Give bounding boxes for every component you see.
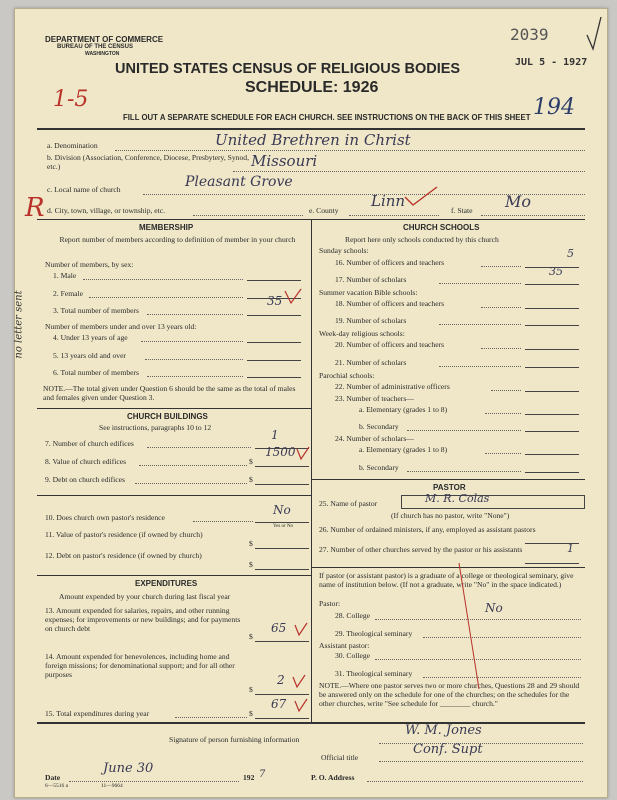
q16-label: 16. Number of officers and teachers xyxy=(335,258,445,267)
schools-sub: Report here only schools conducted by this church xyxy=(345,235,499,244)
pastor-note: NOTE.—Where one pastor serves two or more churches, Questions 28 and 29 should be answered only on the schedule for one of the churches; on the schedules for the other churches, write "See schedule for ________ church." xyxy=(319,681,580,708)
expenditures-sub: Amount expended by your church during last fiscal year xyxy=(59,592,231,601)
official-title-line xyxy=(379,761,583,762)
q6-dots xyxy=(147,376,243,377)
q25-value: M. R. Colas xyxy=(425,492,490,505)
city-label: d. City, town, village, or township, etc. xyxy=(47,206,166,215)
red-tick-icon xyxy=(293,697,309,713)
q11-dollar: $ xyxy=(249,539,253,548)
form-title: UNITED STATES CENSUS OF RELIGIOUS BODIES xyxy=(115,61,461,77)
pastor-rule xyxy=(311,479,585,480)
q23a-dots xyxy=(485,413,521,414)
footer-rule xyxy=(37,722,585,724)
q31-label: 31. Theological seminary xyxy=(335,669,413,678)
q4-dots xyxy=(141,341,243,342)
division-value: Missouri xyxy=(251,152,318,170)
q23a-label: a. Elementary (grades 1 to 8) xyxy=(359,405,448,414)
q10-label: 10. Does church own pastor's residence xyxy=(45,513,165,522)
q21-answer xyxy=(525,358,579,368)
q24a-label: a. Elementary (grades 1 to 8) xyxy=(359,445,448,454)
q6-answer xyxy=(247,368,301,378)
q11-answer xyxy=(255,539,309,549)
q1-answer xyxy=(247,271,301,281)
q22-answer xyxy=(525,382,579,392)
red-tick-icon xyxy=(295,445,311,461)
q21-label: 21. Number of scholars xyxy=(335,358,407,367)
form-number: 6—5516 a xyxy=(45,783,69,789)
handwritten-code-right: 194 xyxy=(533,95,575,120)
buildings-rule xyxy=(37,408,311,409)
state-line xyxy=(481,215,585,216)
q12-label: 12. Debt on pastor's residence (if owned by church) xyxy=(45,551,202,560)
print-number: 11—9664 xyxy=(101,783,123,789)
q9-label: 9. Debt on church edifices xyxy=(45,475,125,484)
county-value: Linn xyxy=(371,192,406,210)
date-line xyxy=(69,781,239,782)
denomination-line xyxy=(115,150,585,151)
college-rule xyxy=(311,567,585,568)
q24b-dots xyxy=(407,471,521,472)
q27-value: 1 xyxy=(567,542,574,555)
buildings-sub: See instructions, paragraphs 10 to 12 xyxy=(99,423,212,432)
members-by-sex-label: Number of members, by sex: xyxy=(45,260,134,269)
column-divider xyxy=(311,219,312,722)
q24-label: 24. Number of scholars— xyxy=(335,434,414,443)
official-title-value: Conf. Supt xyxy=(413,742,483,757)
q16-dots xyxy=(481,266,521,267)
q8-dots xyxy=(139,465,247,466)
vacation-label: Summer vacation Bible schools: xyxy=(319,288,418,297)
handwritten-code-left: 1-5 xyxy=(53,87,89,112)
city-label: WASHINGTON xyxy=(85,51,120,57)
q2-dots xyxy=(89,297,243,298)
q8-dollar: $ xyxy=(249,457,253,466)
q19-label: 19. Number of scholars xyxy=(335,316,407,325)
q3-dots xyxy=(147,314,243,315)
q6-label: 6. Total number of members xyxy=(53,368,140,377)
state-value: Mo xyxy=(505,192,532,211)
residence-rule xyxy=(37,495,311,496)
q10-dots xyxy=(193,521,253,522)
membership-title: MEMBERSHIP xyxy=(139,223,194,232)
local-name-label: c. Local name of church xyxy=(47,185,121,194)
q23a-answer xyxy=(525,405,579,415)
city-line xyxy=(193,215,303,216)
schools-title: CHURCH SCHOOLS xyxy=(403,223,480,232)
q2-label: 2. Female xyxy=(53,289,83,298)
q18-dots xyxy=(481,307,521,308)
q20-answer xyxy=(525,340,579,350)
q4-answer xyxy=(247,333,301,343)
red-tick-icon xyxy=(293,621,309,637)
official-title-label: Official title xyxy=(321,753,359,762)
county-label: e. County xyxy=(309,206,339,215)
q14-dollar: $ xyxy=(249,685,253,694)
q12-dollar: $ xyxy=(249,560,253,569)
q18-label: 18. Number of officers and teachers xyxy=(335,299,445,308)
under-over-label: Number of members under and over 13 years old: xyxy=(45,322,197,331)
q23b-label: b. Secondary xyxy=(359,422,399,431)
q17-label: 17. Number of scholars xyxy=(335,275,407,284)
q10-value: No xyxy=(273,503,291,517)
denomination-label: a. Denomination xyxy=(47,141,98,150)
q11-label: 11. Value of pastor's residence (if owned by church) xyxy=(45,530,203,539)
q30-label: 30. College xyxy=(335,651,371,660)
q27-answer xyxy=(525,554,579,564)
schedule-title: SCHEDULE: 1926 xyxy=(245,79,379,96)
assistant-sub-label: Assistant pastor: xyxy=(319,641,370,650)
date-value: June 30 xyxy=(103,761,154,776)
local-name-value: Pleasant Grove xyxy=(185,174,293,190)
q5-label: 5. 13 years old and over xyxy=(53,351,126,360)
q15-label: 15. Total expenditures during year xyxy=(45,709,150,718)
q23-label: 23. Number of teachers— xyxy=(335,394,414,403)
red-tick-icon xyxy=(283,287,303,305)
margin-note: no letter sent xyxy=(13,290,25,359)
q19-dots xyxy=(439,324,521,325)
q5-answer xyxy=(247,351,301,361)
q24b-label: b. Secondary xyxy=(359,463,399,472)
q7-value: 1 xyxy=(271,428,279,442)
check-mark-icon xyxy=(585,15,603,53)
q1-label: 1. Male xyxy=(53,271,77,280)
q16-value: 5 xyxy=(567,247,574,260)
q26-label: 26. Number of ordained ministers, if any, employed as assistant pastors xyxy=(319,525,536,534)
serial-number: 2039 xyxy=(510,25,549,44)
year-digit: 7 xyxy=(259,769,266,780)
sunday-label: Sunday schools: xyxy=(319,246,369,255)
department-label: DEPARTMENT OF COMMERCE xyxy=(45,35,164,44)
date-label: Date xyxy=(45,773,61,782)
q17-value: 35 xyxy=(549,265,563,278)
q15-dots xyxy=(175,717,247,718)
buildings-title: CHURCH BUILDINGS xyxy=(127,412,208,421)
q17-dots xyxy=(439,283,521,284)
year-label: 192 xyxy=(243,773,255,782)
red-strike-line xyxy=(455,561,485,691)
q4-label: 4. Under 13 years of age xyxy=(53,333,128,342)
division-line xyxy=(233,171,585,172)
q24a-dots xyxy=(485,453,521,454)
q13-value: 65 xyxy=(271,621,287,635)
q12-answer xyxy=(255,560,309,570)
membership-note: NOTE.—The total given under Question 6 should be the same as the total of males and females given under Question 3. xyxy=(43,384,296,402)
q22-dots xyxy=(491,390,521,391)
census-schedule-sheet xyxy=(14,8,608,798)
q14-value: 2 xyxy=(277,673,285,687)
q19-answer xyxy=(525,316,579,326)
po-address-label: P. O. Address xyxy=(311,773,355,782)
q24a-answer xyxy=(525,445,579,455)
q27-label: 27. Number of other churches served by the pastor or his assistants xyxy=(319,545,523,554)
q28-value: No xyxy=(485,601,503,615)
q29-label: 29. Theological seminary xyxy=(335,629,413,638)
q22-label: 22. Number of administrative officers xyxy=(335,382,450,391)
q25-label: 25. Name of pastor xyxy=(319,499,378,508)
county-line xyxy=(349,215,439,216)
instruction-line: FILL OUT A SEPARATE SCHEDULE FOR EACH CHURCH. SEE INSTRUCTIONS ON THE BACK OF THIS SHEET xyxy=(123,113,531,122)
bureau-label: BUREAU OF THE CENSUS xyxy=(57,44,134,50)
received-date-stamp: JUL 5 - 1927 xyxy=(515,57,588,68)
membership-intro: Report number of members according to definition of member in your church xyxy=(59,235,296,244)
q9-answer xyxy=(255,475,309,485)
q15-value: 67 xyxy=(271,697,287,711)
pastor-title: PASTOR xyxy=(433,483,466,492)
q7-label: 7. Number of church edifices xyxy=(45,439,134,448)
q9-dots xyxy=(135,483,247,484)
q7-dots xyxy=(147,447,251,448)
q23b-dots xyxy=(407,430,521,431)
margin-mark: R xyxy=(25,193,45,223)
q20-dots xyxy=(481,348,521,349)
q15-dollar: $ xyxy=(249,709,253,718)
q25-note: (If church has no pastor, write "None") xyxy=(391,511,510,520)
denomination-value: United Brethren in Christ xyxy=(215,131,411,149)
red-check-icon xyxy=(403,185,439,207)
q21-dots xyxy=(439,366,521,367)
q13-dollar: $ xyxy=(249,632,253,641)
q9-dollar: $ xyxy=(249,475,253,484)
q13-label: 13. Amount expended for salaries, repairs, and other running expenses; for improvements or new buildings; and for payments on church debt xyxy=(45,606,241,633)
expenditures-rule xyxy=(37,575,311,576)
q14-label: 14. Amount expended for benevolences, including home and foreign missions; for denominational support; and for all other purposes xyxy=(45,652,235,679)
q8-value: 1500 xyxy=(265,445,296,459)
q1-dots xyxy=(83,279,243,280)
red-tick-icon xyxy=(291,673,307,689)
state-label: f. State xyxy=(451,206,473,215)
yes-no-hint: Yes or No xyxy=(273,524,294,529)
q29-dots xyxy=(423,637,581,638)
expenditures-title: EXPENDITURES xyxy=(135,579,198,588)
q8-label: 8. Value of church edifices xyxy=(45,457,127,466)
q24b-answer xyxy=(525,463,579,473)
q20-label: 20. Number of officers and teachers xyxy=(335,340,445,349)
college-note: If pastor (or assistant pastor) is a graduate of a college or theological seminary, give name of institution below. (If not a graduate, write "No" in the space indicated.) xyxy=(319,571,574,589)
q3-label: 3. Total number of members xyxy=(53,306,140,315)
header-rule xyxy=(37,128,585,130)
weekday-label: Week-day religious schools: xyxy=(319,329,405,338)
q31-dots xyxy=(423,677,581,678)
q18-answer xyxy=(525,299,579,309)
q23b-answer xyxy=(525,422,579,432)
parochial-label: Parochial schools: xyxy=(319,371,375,380)
signature-value: W. M. Jones xyxy=(405,723,482,738)
po-address-line xyxy=(367,781,583,782)
q28-label: 28. College xyxy=(335,611,371,620)
pastor-sub-label: Pastor: xyxy=(319,599,341,608)
signature-label: Signature of person furnishing information xyxy=(169,735,300,744)
q3-value: 35 xyxy=(267,294,283,308)
division-label: b. Division (Association, Conference, Diocese, Presbytery, Synod, etc.) xyxy=(47,153,249,171)
q5-dots xyxy=(145,359,243,360)
